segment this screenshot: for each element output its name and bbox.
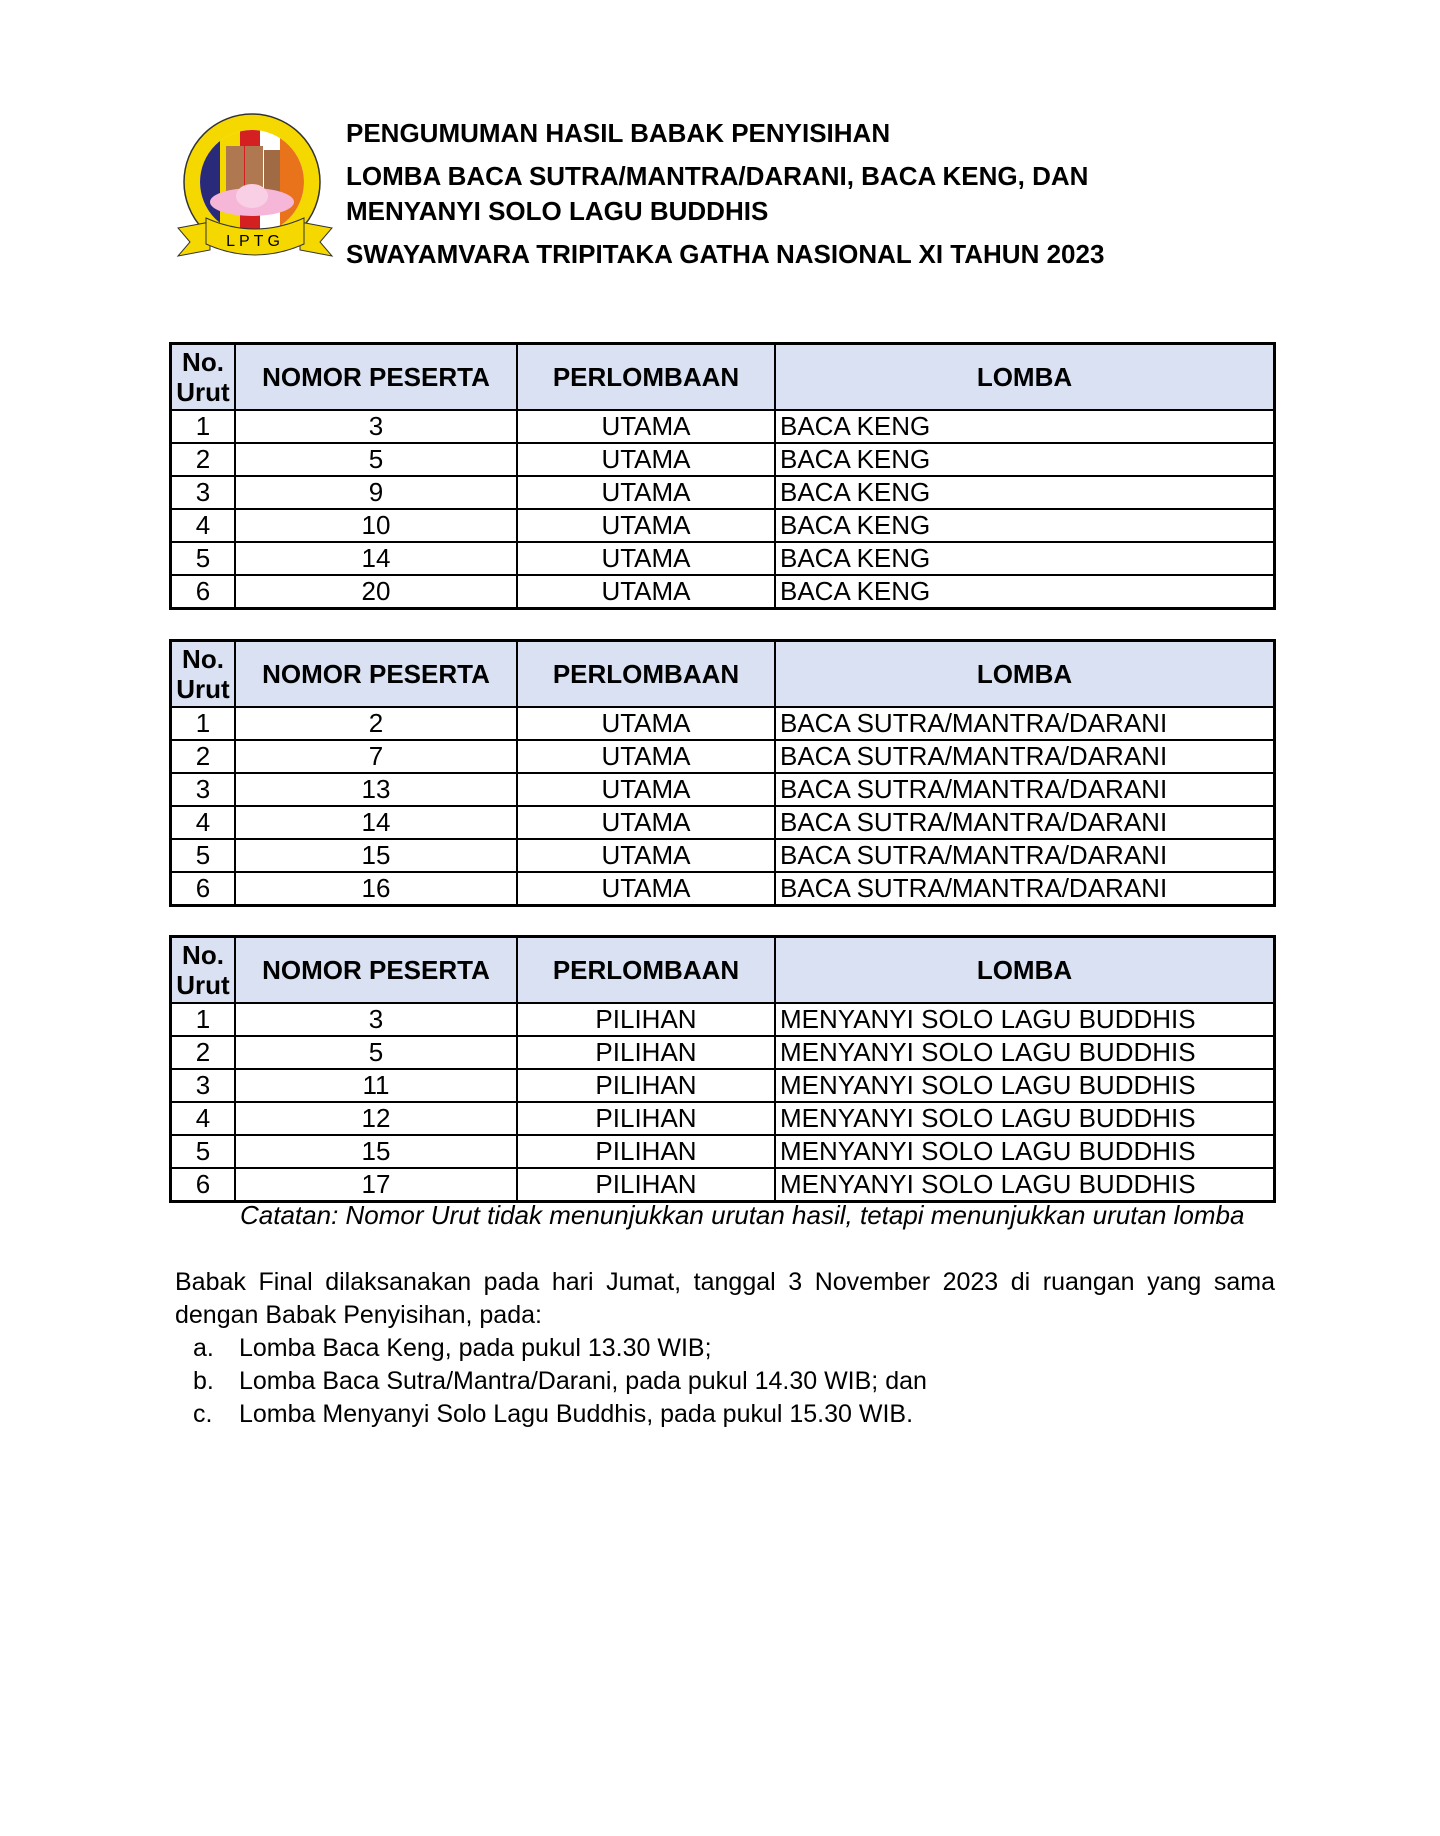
header-no-urut: No. Urut <box>171 641 236 708</box>
cell-perlombaan: UTAMA <box>517 575 775 609</box>
cell-lomba: BACA SUTRA/MANTRA/DARANI <box>775 773 1275 806</box>
cell-perlombaan: UTAMA <box>517 740 775 773</box>
cell-nomor-peserta: 17 <box>235 1168 517 1202</box>
header-no-urut: No. Urut <box>171 344 236 411</box>
cell-nomor-peserta: 3 <box>235 410 517 443</box>
announcement-title <box>346 116 1104 272</box>
cell-perlombaan: PILIHAN <box>517 1036 775 1069</box>
table-row <box>171 1168 1275 1202</box>
table-row <box>171 872 1275 906</box>
cell-nomor-peserta: 11 <box>235 1069 517 1102</box>
cell-lomba: BACA KENG <box>775 443 1275 476</box>
cell-lomba: MENYANYI SOLO LAGU BUDDHIS <box>775 1135 1275 1168</box>
table-row <box>171 740 1275 773</box>
cell-nomor-peserta: 3 <box>235 1003 517 1036</box>
cell-lomba: BACA SUTRA/MANTRA/DARANI <box>775 707 1275 740</box>
cell-perlombaan: UTAMA <box>517 443 775 476</box>
cell-no-urut: 6 <box>171 872 236 906</box>
cell-nomor-peserta: 16 <box>235 872 517 906</box>
cell-nomor-peserta: 12 <box>235 1102 517 1135</box>
cell-nomor-peserta: 5 <box>235 1036 517 1069</box>
cell-nomor-peserta: 7 <box>235 740 517 773</box>
cell-lomba: BACA KENG <box>775 509 1275 542</box>
cell-nomor-peserta: 15 <box>235 839 517 872</box>
cell-perlombaan: UTAMA <box>517 806 775 839</box>
cell-no-urut: 2 <box>171 740 236 773</box>
cell-nomor-peserta: 10 <box>235 509 517 542</box>
header-nomor-peserta: NOMOR PESERTA <box>235 937 517 1004</box>
cell-no-urut: 3 <box>171 1069 236 1102</box>
cell-perlombaan: PILIHAN <box>517 1003 775 1036</box>
cell-no-urut: 1 <box>171 410 236 443</box>
table-row <box>171 773 1275 806</box>
table-row <box>171 707 1275 740</box>
table-row <box>171 443 1275 476</box>
cell-perlombaan: UTAMA <box>517 410 775 443</box>
table-row <box>171 542 1275 575</box>
cell-no-urut: 4 <box>171 509 236 542</box>
header-lomba: LOMBA <box>775 937 1275 1004</box>
cell-lomba: MENYANYI SOLO LAGU BUDDHIS <box>775 1036 1275 1069</box>
cell-perlombaan: PILIHAN <box>517 1102 775 1135</box>
cell-lomba: MENYANYI SOLO LAGU BUDDHIS <box>775 1168 1275 1202</box>
cell-lomba: BACA SUTRA/MANTRA/DARANI <box>775 839 1275 872</box>
cell-no-urut: 6 <box>171 1168 236 1202</box>
header-perlombaan: PERLOMBAAN <box>517 344 775 411</box>
cell-perlombaan: PILIHAN <box>517 1069 775 1102</box>
cell-lomba: BACA KENG <box>775 542 1275 575</box>
cell-no-urut: 6 <box>171 575 236 609</box>
cell-lomba: BACA KENG <box>775 575 1275 609</box>
cell-lomba: BACA KENG <box>775 410 1275 443</box>
cell-no-urut: 2 <box>171 1036 236 1069</box>
cell-perlombaan: UTAMA <box>517 707 775 740</box>
header-no-urut: No. Urut <box>171 937 236 1004</box>
table-row <box>171 839 1275 872</box>
cell-no-urut: 5 <box>171 542 236 575</box>
cell-lomba: BACA KENG <box>775 476 1275 509</box>
table-note: Catatan: Nomor Urut tidak menunjukkan urutan hasil, tetapi menunjukkan urutan lomba <box>240 1200 1245 1230</box>
table-row <box>171 410 1275 443</box>
list-item: c. Lomba Menyanyi Solo Lagu Buddhis, pada pukul 15.30 WIB. <box>193 1400 914 1428</box>
cell-perlombaan: UTAMA <box>517 773 775 806</box>
cell-perlombaan: UTAMA <box>517 476 775 509</box>
results-table-menyanyi-solo <box>169 935 1276 1203</box>
cell-no-urut: 1 <box>171 707 236 740</box>
results-table-baca-sutra <box>169 639 1276 907</box>
cell-nomor-peserta: 15 <box>235 1135 517 1168</box>
table-row <box>171 1003 1275 1036</box>
cell-lomba: BACA SUTRA/MANTRA/DARANI <box>775 740 1275 773</box>
cell-nomor-peserta: 14 <box>235 542 517 575</box>
cell-nomor-peserta: 20 <box>235 575 517 609</box>
cell-no-urut: 5 <box>171 1135 236 1168</box>
cell-no-urut: 1 <box>171 1003 236 1036</box>
table-row <box>171 1069 1275 1102</box>
cell-perlombaan: PILIHAN <box>517 1135 775 1168</box>
title-line-3: MENYANYI SOLO LAGU BUDDHIS <box>346 196 769 226</box>
table-row <box>171 575 1275 609</box>
title-line-1: PENGUMUMAN HASIL BABAK PENYISIHAN <box>346 118 891 148</box>
cell-no-urut: 2 <box>171 443 236 476</box>
header-lomba: LOMBA <box>775 641 1275 708</box>
cell-perlombaan: UTAMA <box>517 509 775 542</box>
table-row <box>171 1102 1275 1135</box>
final-round-paragraph: Babak Final dilaksanakan pada hari Jumat, tanggal 3 November 2023 di ruangan yang sama dengan Babak Penyisihan, pada: <box>175 1268 1275 1329</box>
cell-perlombaan: UTAMA <box>517 839 775 872</box>
table-header-row <box>171 641 1275 708</box>
svg-text:LPTG: LPTG <box>226 233 284 250</box>
lptg-logo <box>170 110 340 268</box>
title-line-4: SWAYAMVARA TRIPITAKA GATHA NASIONAL XI TAHUN 2023 <box>346 239 1105 269</box>
table-header-row <box>171 344 1275 411</box>
schedule-list <box>193 1332 927 1431</box>
cell-lomba: BACA SUTRA/MANTRA/DARANI <box>775 806 1275 839</box>
cell-lomba: BACA SUTRA/MANTRA/DARANI <box>775 872 1275 906</box>
cell-nomor-peserta: 14 <box>235 806 517 839</box>
list-item: a. Lomba Baca Keng, pada pukul 13.30 WIB; <box>193 1334 712 1362</box>
cell-no-urut: 5 <box>171 839 236 872</box>
table-row <box>171 476 1275 509</box>
cell-lomba: MENYANYI SOLO LAGU BUDDHIS <box>775 1003 1275 1036</box>
cell-nomor-peserta: 13 <box>235 773 517 806</box>
list-item: b. Lomba Baca Sutra/Mantra/Darani, pada pukul 14.30 WIB; dan <box>193 1367 927 1395</box>
table-row <box>171 1135 1275 1168</box>
cell-lomba: MENYANYI SOLO LAGU BUDDHIS <box>775 1069 1275 1102</box>
cell-no-urut: 3 <box>171 476 236 509</box>
header-nomor-peserta: NOMOR PESERTA <box>235 641 517 708</box>
cell-no-urut: 4 <box>171 1102 236 1135</box>
cell-perlombaan: PILIHAN <box>517 1168 775 1202</box>
header-perlombaan: PERLOMBAAN <box>517 641 775 708</box>
table-row <box>171 806 1275 839</box>
header-lomba: LOMBA <box>775 344 1275 411</box>
cell-nomor-peserta: 2 <box>235 707 517 740</box>
table-header-row <box>171 937 1275 1004</box>
cell-nomor-peserta: 9 <box>235 476 517 509</box>
table-row <box>171 509 1275 542</box>
header-nomor-peserta: NOMOR PESERTA <box>235 344 517 411</box>
title-line-2: LOMBA BACA SUTRA/MANTRA/DARANI, BACA KENG, DAN <box>346 161 1089 191</box>
cell-perlombaan: UTAMA <box>517 872 775 906</box>
header-perlombaan: PERLOMBAAN <box>517 937 775 1004</box>
cell-lomba: MENYANYI SOLO LAGU BUDDHIS <box>775 1102 1275 1135</box>
cell-perlombaan: UTAMA <box>517 542 775 575</box>
table-row <box>171 1036 1275 1069</box>
cell-no-urut: 4 <box>171 806 236 839</box>
results-table-baca-keng <box>169 342 1276 610</box>
cell-nomor-peserta: 5 <box>235 443 517 476</box>
cell-no-urut: 3 <box>171 773 236 806</box>
